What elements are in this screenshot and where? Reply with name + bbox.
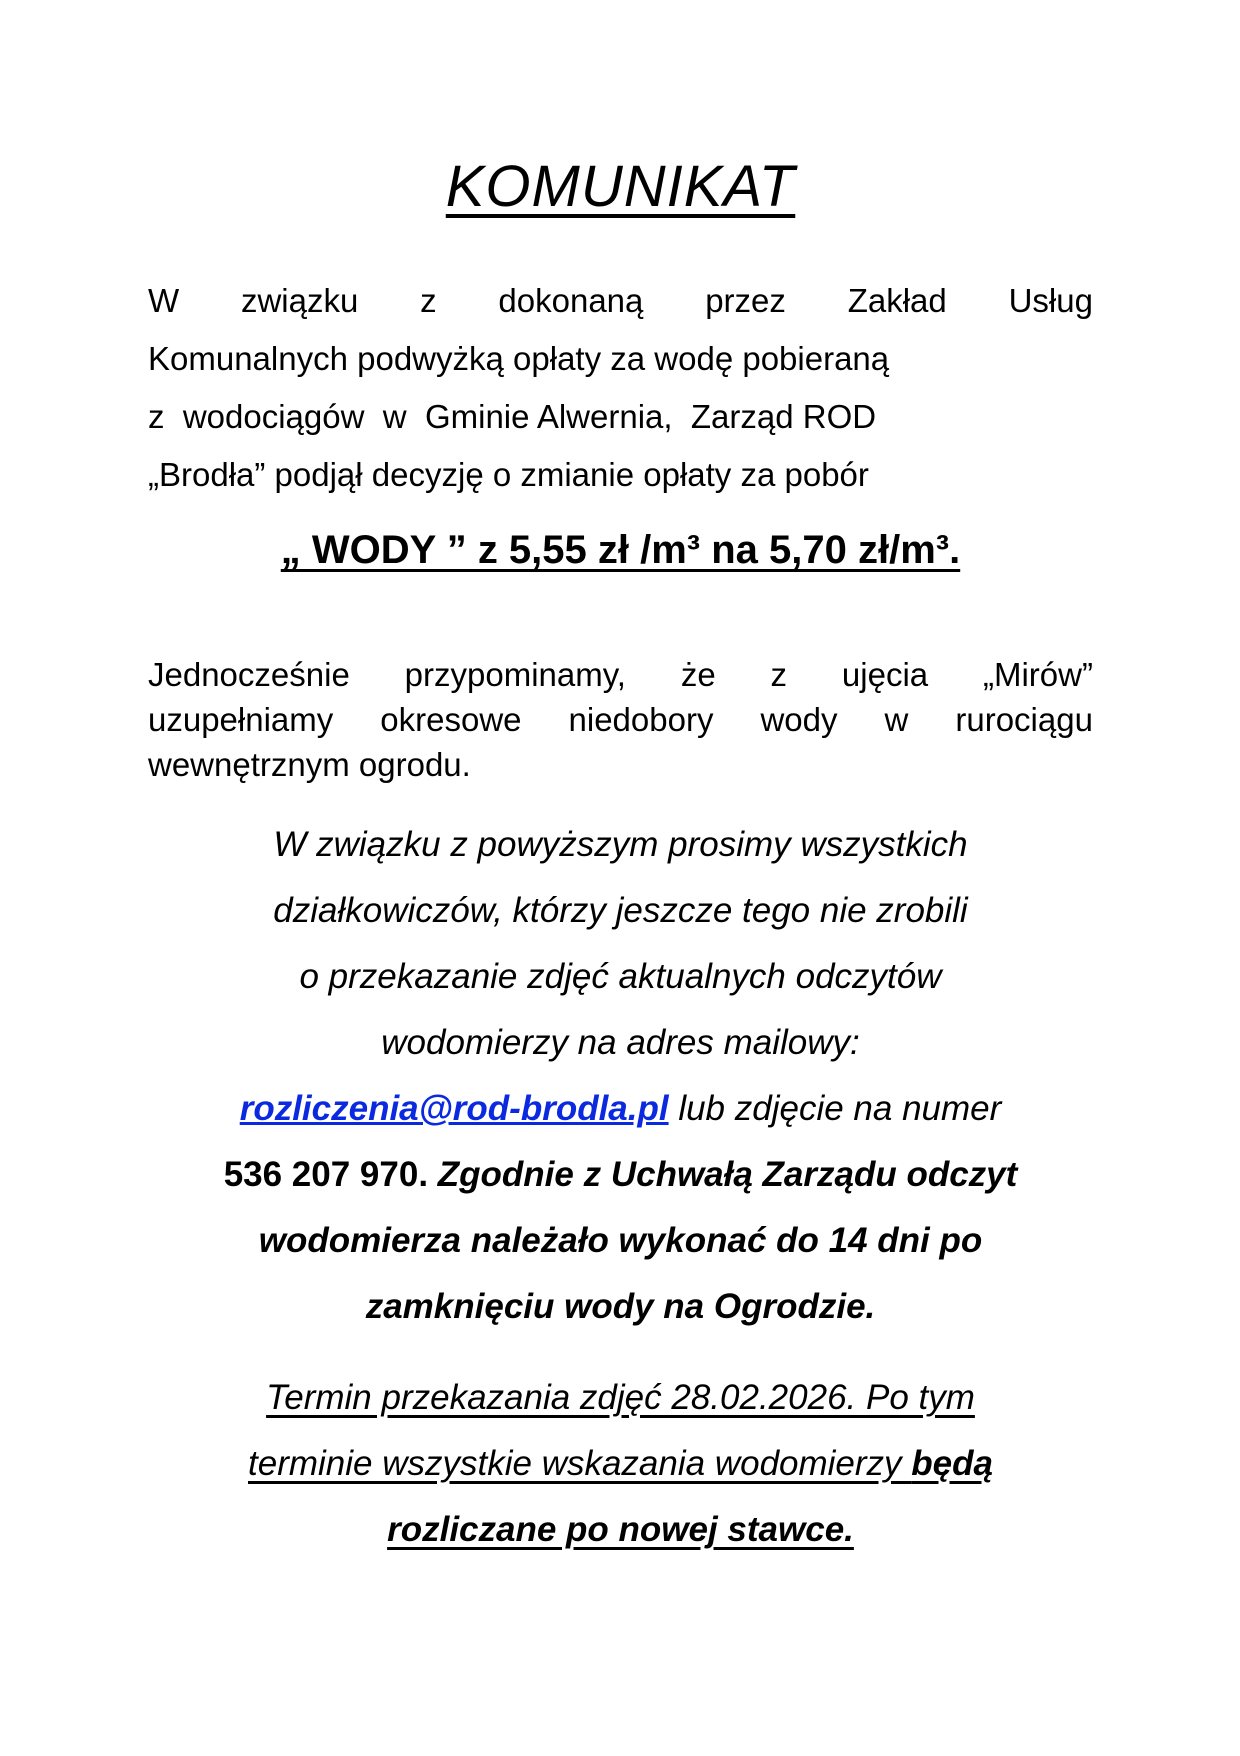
request-line-2: działkowiczów, którzy jeszcze tego nie zrobili <box>273 891 968 930</box>
request-paragraph <box>148 812 1093 1340</box>
request-line-5 <box>148 1076 1093 1142</box>
word: przez <box>705 282 786 319</box>
deadline-text: terminie wszystkie wskazania wodomierzy <box>248 1444 912 1483</box>
reminder-line-1 <box>148 652 1093 697</box>
word: Jednocześnie <box>148 656 350 693</box>
phone-number: 536 207 970. <box>223 1155 429 1194</box>
after-email-text: lub zdjęcie na numer <box>668 1089 1002 1128</box>
intro-line-1 <box>148 272 1093 330</box>
word: uzupełniamy <box>148 701 334 738</box>
word: w <box>884 701 909 738</box>
price-text: „ WODY ” z 5,55 zł /m³ na 5,70 zł/m³. <box>280 528 961 572</box>
word: wody <box>760 701 838 738</box>
deadline-line-1: Termin przekazania zdjęć 28.02.2026. Po tym <box>266 1378 975 1417</box>
title-text: KOMUNIKAT <box>445 154 796 219</box>
request-line-6 <box>148 1142 1093 1208</box>
deadline-line-3: rozliczane po nowej stawce. <box>387 1510 854 1549</box>
email-link[interactable]: rozliczenia@rod-brodla.pl <box>239 1089 669 1128</box>
reminder-line-3: wewnętrznym ogrodu. <box>148 746 471 783</box>
intro-paragraph <box>148 272 1093 504</box>
word: „Mirów” <box>983 656 1093 693</box>
word: z <box>770 656 788 693</box>
word: z <box>420 282 437 319</box>
word: okresowe <box>380 701 522 738</box>
deadline-emphasis: będą <box>911 1444 993 1483</box>
reminder-paragraph <box>148 652 1093 787</box>
word: ujęcia <box>841 656 929 693</box>
word: W <box>148 282 180 319</box>
intro-line-3: z wodociągów w Gminie Alwernia, Zarząd ROD <box>148 398 877 435</box>
resolution-text: Zgodnie z Uchwałą Zarządu odczyt <box>428 1155 1018 1194</box>
word: niedobory <box>568 701 714 738</box>
word: związku <box>240 282 359 319</box>
document-title <box>148 154 1093 219</box>
word: że <box>680 656 716 693</box>
word: dokonaną <box>498 282 644 319</box>
word: rurociągu <box>955 701 1093 738</box>
word: Zakład <box>847 282 947 319</box>
request-line-4: wodomierzy na adres mailowy: <box>381 1023 860 1062</box>
deadline-line-2 <box>148 1431 1093 1497</box>
price-change-heading <box>148 530 1093 570</box>
word: przypominamy, <box>404 656 626 693</box>
reminder-line-2 <box>148 697 1093 742</box>
deadline-paragraph <box>148 1365 1093 1563</box>
resolution-line-3: zamknięciu wody na Ogrodzie. <box>365 1287 876 1326</box>
request-line-3: o przekazanie zdjęć aktualnych odczytów <box>299 957 942 996</box>
intro-line-2: Komunalnych podwyżką opłaty za wodę pobieraną <box>148 340 890 377</box>
word: Usług <box>1008 282 1093 319</box>
resolution-line-2: wodomierza należało wykonać do 14 dni po <box>258 1221 983 1260</box>
request-line-1: W związku z powyższym prosimy wszystkich <box>273 825 968 864</box>
intro-line-4: „Brodła” podjął decyzję o zmianie opłaty za pobór <box>148 456 869 493</box>
